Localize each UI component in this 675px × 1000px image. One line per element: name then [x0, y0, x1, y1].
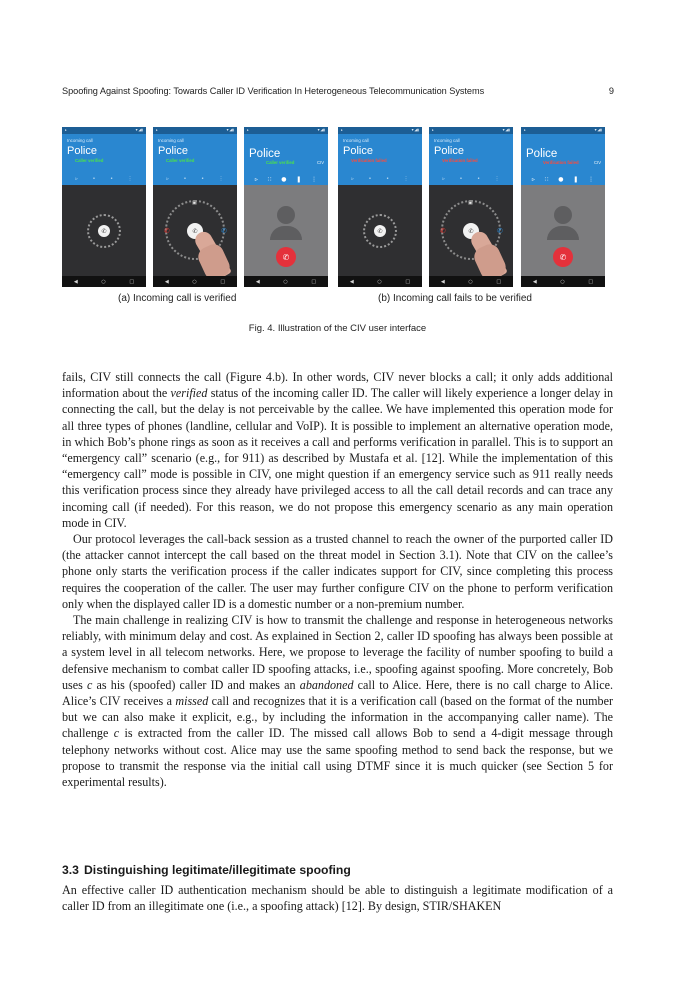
figure-caption: Fig. 4. Illustration of the CIV user interface	[248, 323, 427, 334]
paragraph-1: fails, CIV still connects the call (Figure 4.b). In other words, CIV never blocks a call; it only adds additional information about the verified status of the incoming caller ID. The caller will likely experience a longer delay in connecting the call, but the delay is not perceivable by the callee. We have implemented this operation mode for all three types of phones (landline, cellular and VoIP). It is possible to implement an alternative operation mode, in which Bob’s phone rings as soon as it receives a call and performs verification in parallel. This is to support an “emergency call” scenario (e.g., for 911) as described by Mustafa et al. [12]. While the implementation of this “emergency call” mode is possible in CIV, one might question if an emergency service such as 911 really needs this verification process since they already have privileged access to all the call detail records and can trace any incoming call (if needed). For this reason, we do not propose this emergency scenario as any main operation mode in CIV.	[62, 370, 613, 530]
section-title: Distinguishing legitimate/illegitimate spoofing	[84, 863, 351, 877]
phone-screen-failed-connected	[521, 127, 605, 287]
nav-bar	[153, 276, 237, 287]
hold-icon[interactable]: ❚	[573, 175, 579, 183]
home-icon[interactable]: ○	[377, 278, 382, 285]
speaker-icon[interactable]: ▹	[531, 175, 535, 183]
caller-name: Police	[526, 148, 558, 160]
caller-name: Police	[434, 145, 464, 157]
phone-screen-failed-answering	[429, 127, 513, 287]
verification-status: Verification failed	[442, 158, 478, 163]
call-actions-row	[344, 175, 416, 183]
verification-status: Caller verified	[166, 158, 195, 163]
phone-screen-verified-ringing	[62, 127, 146, 287]
phone-screen-verified-answering	[153, 127, 237, 287]
mute-icon: •	[368, 176, 372, 182]
nav-bar	[62, 276, 146, 287]
caller-name: Police	[67, 145, 97, 157]
speaker-icon: ▹	[442, 176, 445, 182]
end-call-button[interactable]: ✆	[276, 247, 296, 267]
section-body	[62, 882, 613, 914]
verification-status: Caller verified	[266, 160, 295, 165]
message-icon[interactable]: ▣	[468, 200, 473, 206]
subcaption-b: (b) Incoming call fails to be verified	[378, 293, 532, 304]
back-icon[interactable]: ◀	[349, 278, 354, 285]
home-icon[interactable]: ○	[560, 278, 565, 285]
body-text	[62, 369, 613, 790]
nav-bar	[429, 276, 513, 287]
paragraph-3: The main challenge in realizing CIV is how to transmit the challenge and response in heterogeneous networks reliably, with minimum delay and cost. As explained in Section 2, caller ID spoofing has always been possible at a system level in all telecom networks. Here, we propose to leverage the facility of number spoofing to build a defensive mechanism to combat caller ID spoofing attacks, i.e., spoofing against spoofing. More concretely, Bob uses c as his (spoofed) caller ID and makes an abandoned call to Alice. Here, there is no call charge to Alice. Alice’s CIV receives a missed call and recognizes that it is a verification call (based on the format of the number but we can also make it explicit, e.g., by including the information in the accompanying caller name). The challenge c is extracted from the caller ID. The missed call allows Bob to send a 4-digit message through telephony networks without cost. Alice may use the same spoofing method to send back the response, but we propose to transmit the response via the initial call using DTMF since it is much quicker (see Section 5 for experimental results).	[62, 613, 613, 790]
subcaption-a: (a) Incoming call is verified	[118, 293, 237, 304]
caller-panel	[521, 134, 605, 185]
dialpad-icon[interactable]: ∷	[267, 175, 272, 183]
home-icon[interactable]: ○	[283, 278, 288, 285]
accept-icon[interactable]: ✆	[221, 227, 227, 235]
speaker-icon[interactable]: ▹	[254, 175, 258, 183]
call-actions-row	[250, 175, 322, 183]
caller-panel	[429, 134, 513, 185]
paragraph-2: Our protocol leverages the call-back session as a trusted channel to reach the owner of the purported caller ID (the attacker cannot intercept the call based on the threat model in Section 3.1). Note that CIV on the callee’s phone only starts the verification process if the caller indicates support for CIV, since completing this process requires the cooperation of the caller. The user may further configure CIV on the phone to perform verification only when the displayed caller ID is a domestic number or a non-premium number.	[62, 532, 613, 611]
home-icon[interactable]: ○	[468, 278, 473, 285]
speaker-icon: ▹	[75, 176, 78, 182]
caller-panel	[244, 134, 328, 185]
recents-icon[interactable]: □	[405, 278, 411, 285]
incoming-call-label: Incoming call	[67, 138, 93, 143]
more-icon[interactable]: ⋮	[588, 175, 595, 183]
figure-4-screenshots	[62, 127, 614, 287]
section-number: 3.3	[62, 863, 79, 877]
accept-icon[interactable]: ✆	[497, 227, 503, 235]
more-icon: ⋮	[494, 176, 500, 182]
verification-status: Verification failed	[351, 158, 387, 163]
mute-icon: •	[183, 176, 187, 182]
avatar	[554, 206, 572, 224]
more-icon: ⋮	[218, 176, 224, 182]
mute-icon: •	[92, 176, 96, 182]
call-actions-row	[435, 175, 507, 183]
nav-bar	[338, 276, 422, 287]
nav-bar	[521, 276, 605, 287]
call-actions-row	[159, 175, 231, 183]
more-icon: ⋮	[403, 176, 409, 182]
caller-name: Police	[249, 148, 281, 160]
speaker-icon: ▹	[351, 176, 354, 182]
recents-icon[interactable]: □	[220, 278, 226, 285]
incoming-call-label: Incoming call	[158, 138, 184, 143]
civ-badge: CIV	[594, 160, 601, 165]
section-paragraph-1: An effective caller ID authentication mechanism should be able to distinguish a legitimate modification of a caller ID from an illegitimate one (i.e., a spoofing attack) [12]. By design, STIR/SHAKEN	[62, 883, 613, 914]
page-number: 9	[608, 86, 614, 96]
incoming-call-label: Incoming call	[343, 138, 369, 143]
status-bar: ▸ ▼◢▮	[429, 127, 513, 134]
caller-name: Police	[158, 145, 188, 157]
mute-icon[interactable]: ●	[558, 175, 564, 183]
answer-handle-icon[interactable]: ✆	[374, 225, 386, 237]
status-bar: ▸ ▼◢▮	[62, 127, 146, 134]
keypad-icon: •	[110, 176, 114, 182]
keypad-icon: •	[386, 176, 390, 182]
recents-icon[interactable]: □	[496, 278, 502, 285]
avatar-body	[547, 226, 579, 240]
phone-screen-failed-ringing	[338, 127, 422, 287]
section-heading	[62, 863, 351, 877]
more-icon: ⋮	[127, 176, 133, 182]
answer-handle-icon[interactable]: ✆	[187, 223, 203, 239]
status-bar: ▸ ▼◢▮	[153, 127, 237, 134]
home-icon[interactable]: ○	[192, 278, 197, 285]
back-icon[interactable]: ◀	[73, 278, 78, 285]
phone-screen-verified-connected	[244, 127, 328, 287]
verification-status: Caller verified	[75, 158, 104, 163]
speaker-icon: ▹	[166, 176, 169, 182]
call-actions-row	[527, 175, 599, 183]
status-bar: ▸ ▼◢▮	[521, 127, 605, 134]
more-icon[interactable]: ⋮	[311, 175, 318, 183]
status-bar: ▸ ▼◢▮	[338, 127, 422, 134]
keypad-icon: •	[201, 176, 205, 182]
answer-handle-icon[interactable]: ✆	[463, 223, 479, 239]
incoming-call-label: Incoming call	[434, 138, 460, 143]
hold-icon[interactable]: ❚	[296, 175, 302, 183]
caller-panel	[338, 134, 422, 185]
end-call-button[interactable]: ✆	[553, 247, 573, 267]
caller-panel	[62, 134, 146, 185]
call-actions-row	[68, 175, 140, 183]
message-icon[interactable]: ▣	[192, 200, 197, 206]
decline-icon[interactable]: ✆	[440, 227, 446, 235]
running-header	[62, 86, 614, 100]
recents-icon[interactable]: □	[588, 278, 594, 285]
avatar	[277, 206, 295, 224]
caller-name: Police	[343, 145, 373, 157]
civ-badge: CIV	[317, 160, 324, 165]
recents-icon[interactable]: □	[129, 278, 135, 285]
dialpad-icon[interactable]: ∷	[544, 175, 549, 183]
back-icon[interactable]: ◀	[164, 278, 169, 285]
home-icon[interactable]: ○	[101, 278, 106, 285]
status-bar: ▸ ▼◢▮	[244, 127, 328, 134]
mute-icon: •	[459, 176, 463, 182]
answer-handle-icon[interactable]: ✆	[98, 225, 110, 237]
avatar-body	[270, 226, 302, 240]
mute-icon[interactable]: ●	[281, 175, 287, 183]
nav-bar	[244, 276, 328, 287]
keypad-icon: •	[477, 176, 481, 182]
recents-icon[interactable]: □	[311, 278, 317, 285]
caller-panel	[153, 134, 237, 185]
running-title: Spoofing Against Spoofing: Towards Caller ID Verification In Heterogeneous Telecommunication Systems	[62, 86, 485, 96]
back-icon[interactable]: ◀	[255, 278, 260, 285]
verification-status: Verification failed	[543, 160, 579, 165]
decline-icon[interactable]: ✆	[164, 227, 170, 235]
back-icon[interactable]: ◀	[440, 278, 445, 285]
back-icon[interactable]: ◀	[532, 278, 537, 285]
